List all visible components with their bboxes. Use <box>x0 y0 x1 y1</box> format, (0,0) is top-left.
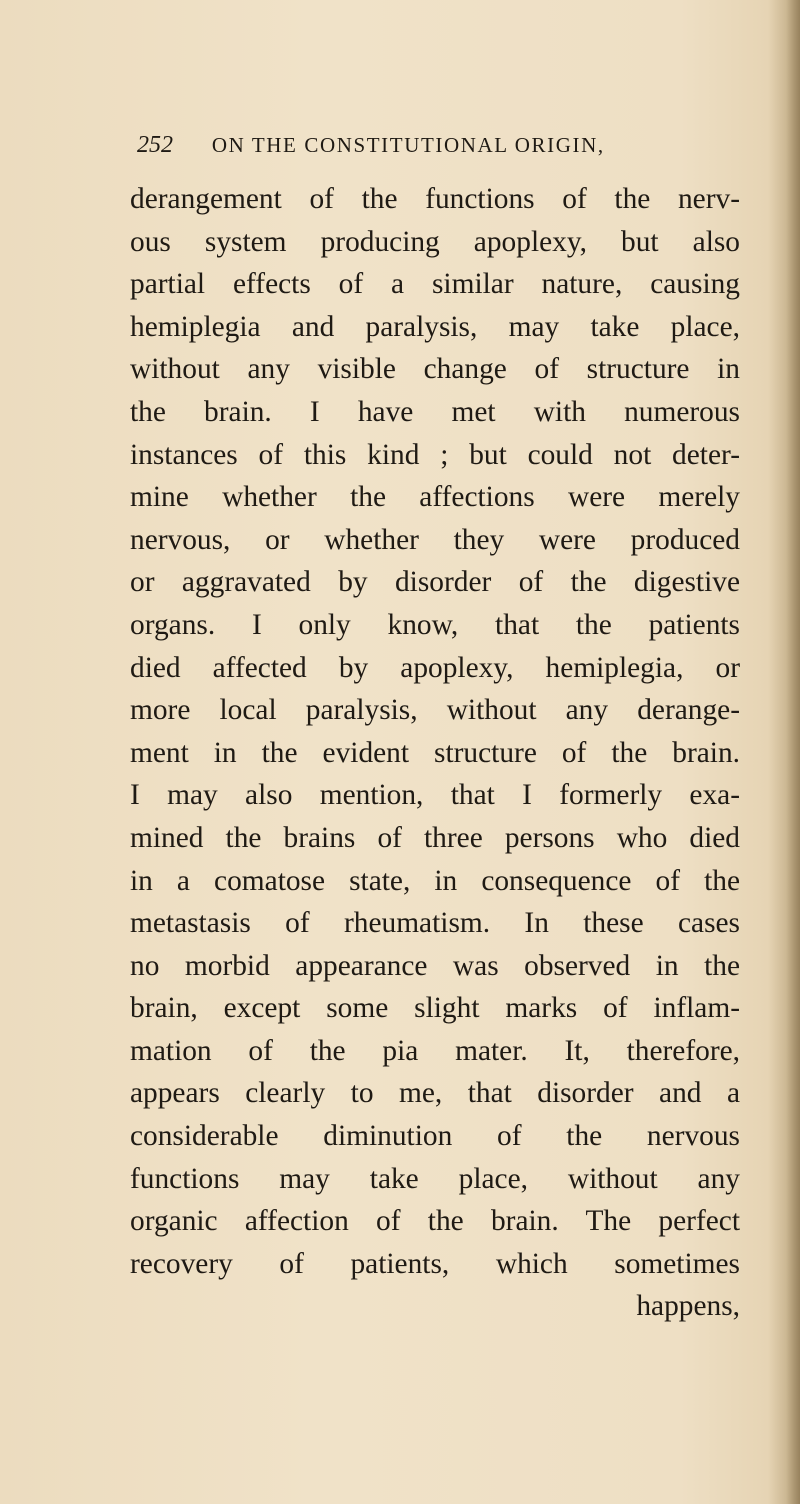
text-line: nervous, or whether they were produced <box>130 523 740 556</box>
text-line: functions may take place, without any <box>130 1162 740 1195</box>
text-line: or aggravated by disorder of the digestive <box>130 566 740 599</box>
text-line: mine whether the affections were merely <box>130 481 740 514</box>
text-line: no morbid appearance was observed in the <box>130 949 740 982</box>
running-head <box>137 132 657 166</box>
text-line: I may also mention, that I formerly exa- <box>130 779 740 812</box>
text-line: ment in the evident structure of the brain. <box>130 736 740 769</box>
text-line: brain, except some slight marks of inflam- <box>130 992 740 1025</box>
text-line: ous system producing apoplexy, but also <box>130 225 740 258</box>
text-line: hemiplegia and paralysis, may take place, <box>130 310 740 343</box>
text-line: instances of this kind ; but could not deter- <box>130 438 740 471</box>
text-line: appears clearly to me, that disorder and a <box>130 1077 740 1110</box>
page-number: 252 <box>137 132 173 158</box>
text-line: organic affection of the brain. The perfect <box>130 1205 740 1238</box>
body-text <box>130 178 740 1328</box>
text-line: died affected by apoplexy, hemiplegia, or <box>130 651 740 684</box>
text-line: organs. I only know, that the patients <box>130 608 740 641</box>
text-line: in a comatose state, in consequence of the <box>130 864 740 897</box>
running-title: ON THE CONSTITUTIONAL ORIGIN, <box>211 133 605 157</box>
text-line: more local paralysis, without any derange- <box>130 694 740 727</box>
text-line: recovery of patients, which sometimes <box>130 1247 740 1280</box>
text-line: derangement of the functions of the nerv- <box>130 183 740 215</box>
text-line: partial effects of a similar nature, causing <box>130 268 740 301</box>
text-line: without any visible change of structure in <box>130 353 740 386</box>
catchword: happens, <box>636 1290 740 1323</box>
text-line: mined the brains of three persons who died <box>130 821 740 854</box>
text-line: considerable diminution of the nervous <box>130 1120 740 1153</box>
page-edge-shadow <box>786 0 800 1504</box>
text-line: metastasis of rheumatism. In these cases <box>130 907 740 940</box>
text-line: the brain. I have met with numerous <box>130 395 740 428</box>
text-line: mation of the pia mater. It, therefore, <box>130 1034 740 1067</box>
